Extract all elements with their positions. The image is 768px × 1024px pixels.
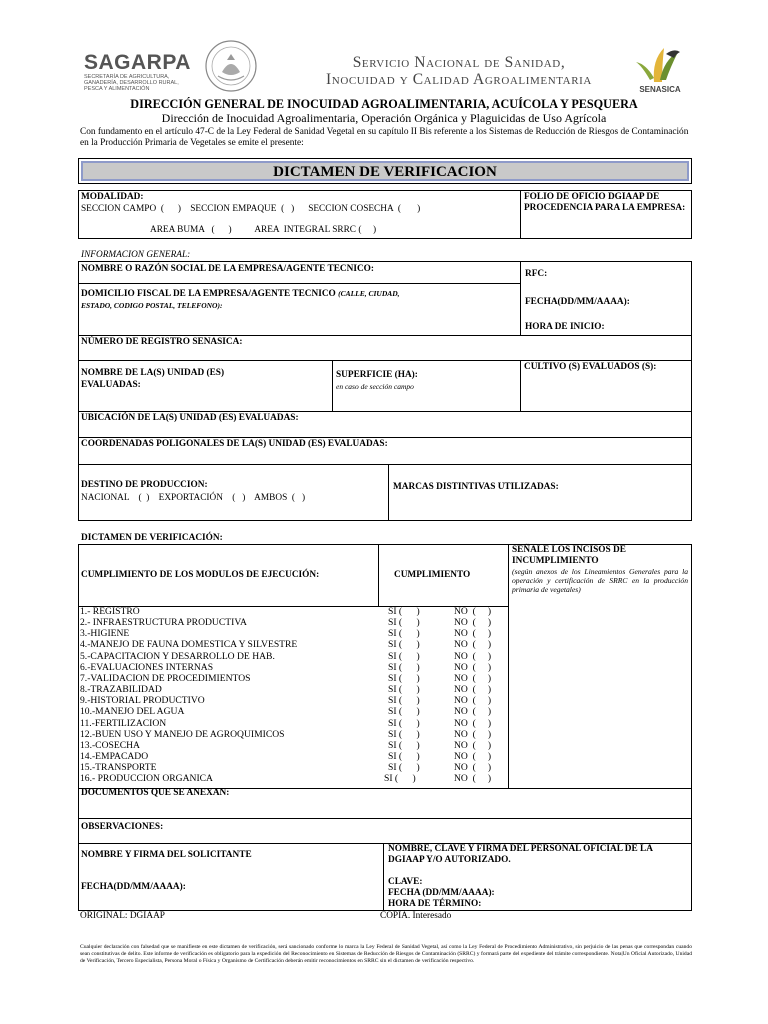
senasica-label: SENASICA	[639, 85, 681, 94]
page-header	[78, 38, 690, 96]
senasica-emblem-icon	[630, 44, 690, 84]
fecha-oficial-label: FECHA (DD/MM/AAAA):	[388, 888, 495, 898]
divider	[383, 843, 384, 911]
legal-text: Con fundamento en el artículo 47-C de la Ley Federal de Sanidad Vegetal en su capítulo II Bis referente a los Sistemas de Reducción de Riesgos de Contaminación en la Producción Primaria de Vegetales se emite el presente:	[80, 127, 689, 148]
divider	[520, 190, 521, 239]
modules-column-header: CUMPLIMIENTO DE LOS MODULOS DE EJECUCIÓN:	[81, 570, 320, 580]
module-item: 11.-FERTILIZACION	[80, 717, 167, 729]
divider	[332, 360, 333, 412]
hora-termino-label: HORA DE TÉRMINO:	[388, 899, 482, 909]
divider	[78, 818, 692, 819]
divider	[78, 335, 692, 336]
solicitante-label: NOMBRE Y FIRMA DEL SOLICITANTE	[81, 850, 252, 860]
modules-list	[80, 606, 380, 785]
module-item: 8.-TRAZABILIDAD	[80, 684, 162, 696]
sagarpa-sub-3: PESCA Y ALIMENTACIÓN	[84, 86, 150, 92]
si-option[interactable]: SI ( )	[384, 773, 416, 785]
si-option[interactable]: SI ( )	[388, 762, 420, 774]
si-option[interactable]: SI ( )	[388, 717, 420, 729]
no-option[interactable]: NO ( )	[454, 628, 492, 640]
no-option[interactable]: NO ( )	[454, 672, 492, 684]
si-option[interactable]: SI ( )	[388, 739, 420, 751]
si-option[interactable]: SI ( )	[388, 606, 420, 617]
module-item: 12.-BUEN USO Y MANEJO DE AGROQUIMICOS	[80, 728, 285, 740]
domicilio-note-1: (CALLE, CIUDAD,	[338, 289, 400, 298]
si-option[interactable]: SI ( )	[388, 728, 420, 740]
modalidad-options-row1[interactable]: SECCION CAMPO ( ) SECCION EMPAQUE ( ) SECCION COSECHA ( )	[81, 204, 421, 214]
sub-title: Dirección de Inocuidad Agroalimentaria, Operación Orgánica y Plaguicidas de Uso Agrícola	[161, 111, 607, 125]
superficie-note: en caso de sección campo	[336, 382, 414, 391]
incumplimiento-column-header: SEÑALE LOS INCISOS DE INCUMPLIMIENTO	[512, 545, 626, 566]
module-item: 5.-CAPACITACION Y DESARROLLO DE HAB.	[80, 650, 275, 662]
registro-senasica-label: NÚMERO DE REGISTRO SENASICA:	[81, 337, 243, 347]
fecha-label: FECHA(DD/MM/AAAA):	[525, 297, 630, 307]
no-option[interactable]: NO ( )	[454, 606, 492, 617]
modalidad-options-row2[interactable]: AREA BUMA ( ) AREA INTEGRAL SRRC ( )	[150, 225, 377, 235]
nombre-empresa-label: NOMBRE O RAZÓN SOCIAL DE LA EMPRESA/AGENTE TECNICO:	[81, 264, 374, 274]
cumplimiento-column-header: CUMPLIMIENTO	[394, 570, 471, 580]
no-option[interactable]: NO ( )	[454, 617, 492, 629]
divider	[520, 261, 521, 335]
cultivo-label: CULTIVO (S) EVALUADOS (S):	[524, 362, 657, 372]
footnote-text: Cualquier declaración con falsedad que se manifieste en este dictamen de verificación, será sancionado conforme lo marca la Ley Federal de Sanidad Vegetal, así como la Ley Federal de Procedimiento Administrativo, sin perjuicio de las penas que correspondan cuando sean constitutivas de delito. Este informe de verificación es obligatorio para la expedición del Reconocimiento en Sistemas de Reducción de Riesgos de Contaminación (SRRC) y formará parte del expediente del trámite correspondiente. Nota|Un Oficial Autorizado, Unidad de Verificación, Tercero Especialista, Persona Moral o Física y Organismo de Certificación deberán emitir reconocimientos en SRRC sin el dictamen de verificación respectivo.	[80, 944, 692, 964]
clave-label: CLAVE:	[388, 877, 423, 887]
module-item: 1.- REGISTRO	[80, 606, 140, 617]
no-option[interactable]: NO ( )	[454, 751, 492, 763]
hora-inicio-label: HORA DE INICIO:	[525, 322, 605, 332]
module-item: 9.-HISTORIAL PRODUCTIVO	[80, 695, 205, 707]
no-option[interactable]: NO ( )	[454, 728, 492, 740]
si-option[interactable]: SI ( )	[388, 617, 420, 629]
si-column	[384, 606, 448, 785]
no-option[interactable]: NO ( )	[454, 762, 492, 774]
unidad-label-2: EVALUADAS:	[81, 380, 141, 390]
observaciones-label: OBSERVACIONES:	[81, 822, 164, 832]
service-title-line-1: Servicio Nacional de Sanidad,	[352, 54, 566, 71]
divider	[78, 360, 692, 361]
info-general-label: INFORMACION GENERAL:	[81, 250, 191, 260]
divider	[378, 544, 379, 606]
no-option[interactable]: NO ( )	[454, 684, 492, 696]
coordenadas-label: COORDENADAS POLIGONALES DE LA(S) UNIDAD (ES) EVALUADAS:	[81, 439, 388, 449]
module-item: 16.- PRODUCCION ORGANICA	[80, 773, 213, 785]
original-label: ORIGINAL: DGIAAP	[80, 911, 165, 921]
divider	[78, 437, 692, 438]
main-title: DIRECCIÓN GENERAL DE INOCUIDAD AGROALIMENTARIA, ACUÍCOLA Y PESQUERA	[130, 97, 638, 111]
module-item: 13.-COSECHA	[80, 739, 140, 751]
si-option[interactable]: SI ( )	[388, 639, 420, 651]
modalidad-label: MODALIDAD:	[81, 192, 144, 202]
incumplimiento-note: (según anexos de los Lineamientos Generales para la operación y certificación de SRRC en la producción primaria de vegetales)	[512, 567, 688, 594]
module-item: 15.-TRANSPORTE	[80, 762, 157, 774]
no-option[interactable]: NO ( )	[454, 773, 492, 785]
sagarpa-sub-1: SECRETARÍA DE AGRICULTURA,	[84, 74, 170, 80]
si-option[interactable]: SI ( )	[388, 672, 420, 684]
si-option[interactable]: SI ( )	[388, 751, 420, 763]
domicilio-label-text: DOMICILIO FISCAL DE LA EMPRESA/AGENTE TECNICO	[81, 289, 336, 299]
module-item: 4.-MANEJO DE FAUNA DOMESTICA Y SILVESTRE	[80, 639, 298, 651]
no-option[interactable]: NO ( )	[454, 695, 492, 707]
unidad-label-1: NOMBRE DE LA(S) UNIDAD (ES)	[81, 368, 225, 378]
si-option[interactable]: SI ( )	[388, 661, 420, 673]
si-option[interactable]: SI ( )	[388, 684, 420, 696]
oficial-label: NOMBRE, CLAVE Y FIRMA DEL PERSONAL OFICIAL DE LA DGIAAP Y/O AUTORIZADO.	[388, 844, 653, 865]
sagarpa-sub-2: GANADERÍA, DESARROLLO RURAL,	[84, 80, 179, 86]
module-item: 10.-MANEJO DEL AGUA	[80, 706, 185, 718]
copia-label: COPIA. Interesado	[380, 911, 452, 921]
superficie-label: SUPERFICIE (HA):	[336, 370, 418, 380]
destino-options[interactable]: NACIONAL ( ) EXPORTACIÓN ( ) AMBOS ( )	[81, 493, 306, 503]
divider	[78, 283, 520, 284]
domicilio-note-2: ESTADO, CODIGO POSTAL, TELEFONO):	[81, 301, 223, 310]
dictamen-title-box	[78, 158, 692, 184]
module-item: 14.-EMPACADO	[80, 751, 149, 763]
no-option[interactable]: NO ( )	[454, 650, 492, 662]
service-title-line-2: Inocuidad y Calidad Agroalimentaria	[326, 71, 592, 88]
module-item: 6.-EVALUACIONES INTERNAS	[80, 661, 214, 673]
domicilio-label	[81, 288, 400, 300]
sagarpa-name: SAGARPA	[84, 51, 191, 74]
divider	[388, 464, 389, 521]
mexico-seal-icon	[200, 38, 262, 94]
fecha-solicitante-label: FECHA(DD/MM/AAAA):	[81, 882, 186, 892]
no-option[interactable]: NO ( )	[454, 739, 492, 751]
ubicacion-label: UBICACIÓN DE LA(S) UNIDAD (ES) EVALUADAS:	[81, 413, 299, 423]
no-option[interactable]: NO ( )	[454, 717, 492, 729]
no-option[interactable]: NO ( )	[454, 661, 492, 673]
no-option[interactable]: NO ( )	[454, 639, 492, 651]
divider	[520, 360, 521, 412]
service-title	[294, 54, 624, 88]
destino-label: DESTINO DE PRODUCCION:	[81, 480, 208, 490]
module-item: 3.-HIGIENE	[80, 628, 130, 640]
si-option[interactable]: SI ( )	[388, 695, 420, 707]
si-option[interactable]: SI ( )	[388, 650, 420, 662]
si-option[interactable]: SI ( )	[388, 628, 420, 640]
marcas-label: MARCAS DISTINTIVAS UTILIZADAS:	[393, 482, 559, 492]
si-option[interactable]: SI ( )	[388, 706, 420, 718]
dictamen-section-label: DICTAMEN DE VERIFICACIÓN:	[81, 533, 223, 543]
senasica-logo	[630, 44, 690, 94]
module-item: 2.- INFRAESTRUCTURA PRODUCTIVA	[80, 617, 247, 629]
dictamen-title: DICTAMEN DE VERIFICACION	[81, 161, 689, 181]
no-column	[454, 606, 514, 785]
rfc-label: RFC:	[525, 269, 548, 279]
documentos-label: DOCUMENTOS QUE SE ANEXAN:	[81, 788, 230, 798]
sagarpa-logo	[84, 51, 191, 92]
folio-label: FOLIO DE OFICIO DGIAAP DE PROCEDENCIA PARA LA EMPRESA:	[524, 192, 686, 213]
module-item: 7.-VALIDACION DE PROCEDIMIENTOS	[80, 672, 251, 684]
no-option[interactable]: NO ( )	[454, 706, 492, 718]
